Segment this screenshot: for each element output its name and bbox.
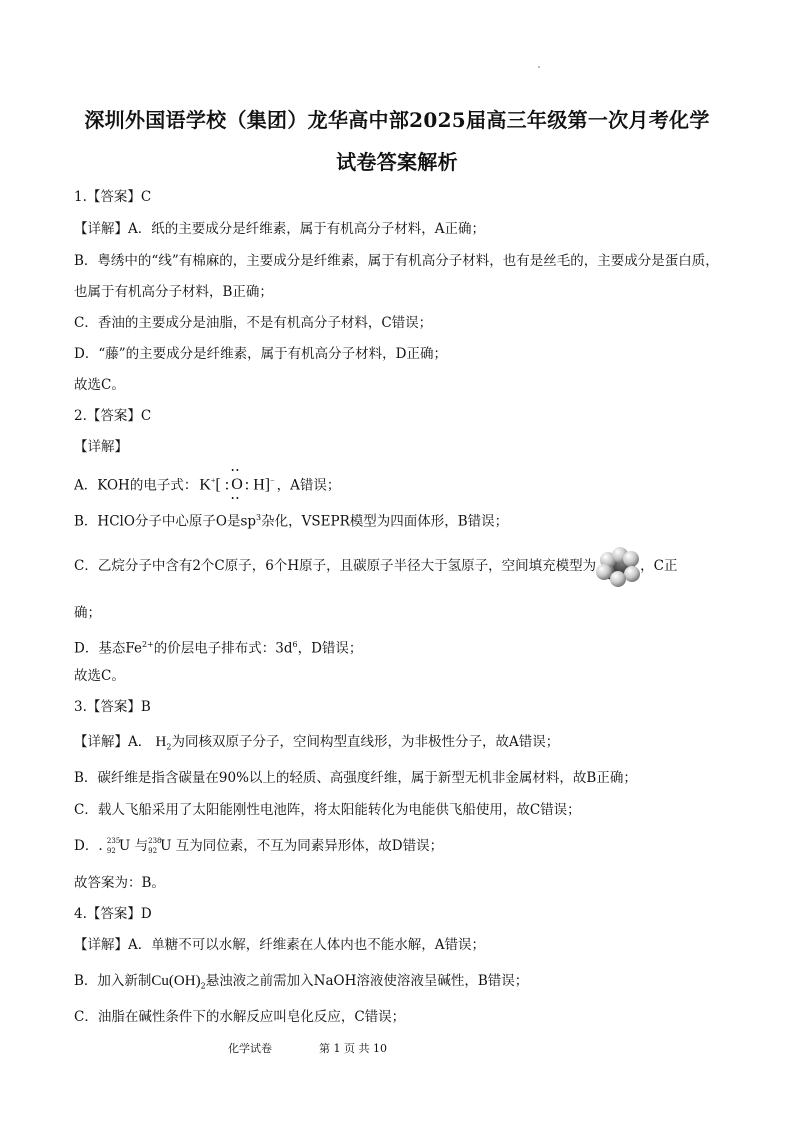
q3-option-b: B．碳纤维是指含碳量在90%以上的轻质、高强度纤维，属于新型无机非金属材料，故B正确； <box>74 770 637 786</box>
superscript: 6 <box>292 640 298 649</box>
q3-a-text: 【详解】A． <box>74 734 152 750</box>
q2-option-d <box>74 636 362 658</box>
bottom-electron-pair: •• <box>231 494 241 504</box>
page-subtitle: 试卷答案解析 <box>336 150 458 174</box>
q2-c-continued: 确； <box>74 605 101 621</box>
q2-c-text: C．乙烷分子中含有2个C原子，6个H原子，且碳原子半径大于氢原子，空间填充模型为 <box>74 558 597 574</box>
electron-pair: : <box>224 476 230 494</box>
q2-b-text: 杂化，VSEPR模型为四面体形，B错误； <box>261 513 509 530</box>
minus-charge: − <box>270 476 275 485</box>
u-symbol: U <box>160 838 172 854</box>
page-title: 深圳外国语学校（集团）龙华高中部2025届高三年级第一次月考化学 <box>84 108 710 132</box>
scan-speck <box>538 66 540 68</box>
q1-line: 【详解】A．纸的主要成分是纤维素，属于有机高分子材料，A正确； <box>74 221 485 237</box>
subscript: 2 <box>166 742 172 752</box>
q2-a-suffix: ，A错误； <box>276 477 341 494</box>
q4-b-text: B．加入新制 <box>74 973 152 989</box>
q3-end: 故答案为：B。 <box>74 875 165 891</box>
q3-option-c: C．载人飞船采用了太阳能刚性电池阵，将太阳能转化为电能供飞船使用，故C错误； <box>74 802 581 818</box>
q2-c-text: ，C正 <box>640 558 678 574</box>
footer-subject: 化学试卷 <box>228 1042 272 1055</box>
q2-a-prefix: A．KOH的电子式： <box>74 477 198 494</box>
isotope-notation <box>148 838 160 856</box>
right-bracket: ] <box>264 476 271 494</box>
q4-option-c: C．油脂在碱性条件下的水解反应叫皂化反应，C错误； <box>74 1009 406 1025</box>
q3-answer: 3.【答案】B <box>74 699 151 715</box>
q2-b-text: B．HClO分子中心原子O是sp <box>74 513 257 530</box>
ethane-space-filling-model <box>596 547 640 587</box>
q1-line: 也属于有机高分子材料，B正确； <box>74 284 273 300</box>
q1-line: B．粤绣中的“线”有棉麻的，主要成分是纤维素，属于有机高分子材料，也有是丝毛的，主要成分是蛋白质， <box>74 253 719 269</box>
q1-line: D．“藤”的主要成分是纤维素，属于有机高分子材料，D正确； <box>74 346 447 362</box>
atomic-number: 92 <box>106 846 116 855</box>
q3-option-a <box>74 733 559 757</box>
h-symbol: H <box>155 734 167 750</box>
superscript: 3 <box>256 513 262 522</box>
q3-d-text: 互为同位素，不互为同素异形体，故D错误； <box>175 838 444 854</box>
subscript: 2 <box>200 981 206 991</box>
q1-line: 故选C。 <box>74 377 125 393</box>
isotope-notation <box>107 838 119 856</box>
q3-d-text: D．. <box>74 838 103 854</box>
footer-page-number: 第 1 页 共 10 <box>319 1042 387 1055</box>
q4-option-a: 【详解】A．单糖不可以水解，纤维素在人体内也不能水解，A错误； <box>74 937 485 953</box>
q1-answer: 1.【答案】C <box>74 189 152 205</box>
top-electron-pair: •• <box>231 466 241 476</box>
q4-answer: 4.【答案】D <box>74 906 152 922</box>
page-footer <box>228 1040 387 1056</box>
q2-d-text: 的价层电子排布式：3d <box>153 640 293 657</box>
plus-charge: + <box>210 476 216 485</box>
atomic-number: 92 <box>148 846 158 855</box>
q3-d-text: 与 <box>134 838 149 854</box>
left-bracket: [ <box>215 476 221 494</box>
cu-oh-formula: Cu(OH) <box>151 973 201 989</box>
q2-answer: 2.【答案】C <box>74 408 152 424</box>
q1-line: C．香油的主要成分是油脂，不是有机高分子材料，C错误； <box>74 315 433 331</box>
q2-d-text: ，D错误； <box>297 640 363 657</box>
q2-option-a <box>74 466 341 504</box>
q4-b-text: 悬浊液之前需加入NaOH溶液使溶液呈碱性，B错误； <box>205 973 529 989</box>
q3-a-text: 为同核双原子分子，空间构型直线形，为非极性分子，故A错误； <box>171 734 560 750</box>
electron-pair: : <box>244 476 250 494</box>
q4-option-b <box>74 972 528 996</box>
koh-electron-formula <box>197 466 276 504</box>
q2-detail: 【详解】 <box>74 439 128 455</box>
mass-number: 235 <box>106 836 121 845</box>
superscript: 2+ <box>141 640 154 649</box>
q3-option-d <box>74 837 443 856</box>
h-symbol: H <box>253 476 265 494</box>
q2-end: 故选C。 <box>74 668 125 684</box>
o-symbol: O <box>231 476 243 494</box>
q2-option-c <box>74 546 677 587</box>
q2-d-text: D．基态Fe <box>74 640 142 657</box>
u-symbol: U <box>118 838 131 854</box>
q2-option-b <box>74 509 508 531</box>
mass-number: 238 <box>148 836 162 845</box>
k-symbol: K <box>199 476 211 494</box>
